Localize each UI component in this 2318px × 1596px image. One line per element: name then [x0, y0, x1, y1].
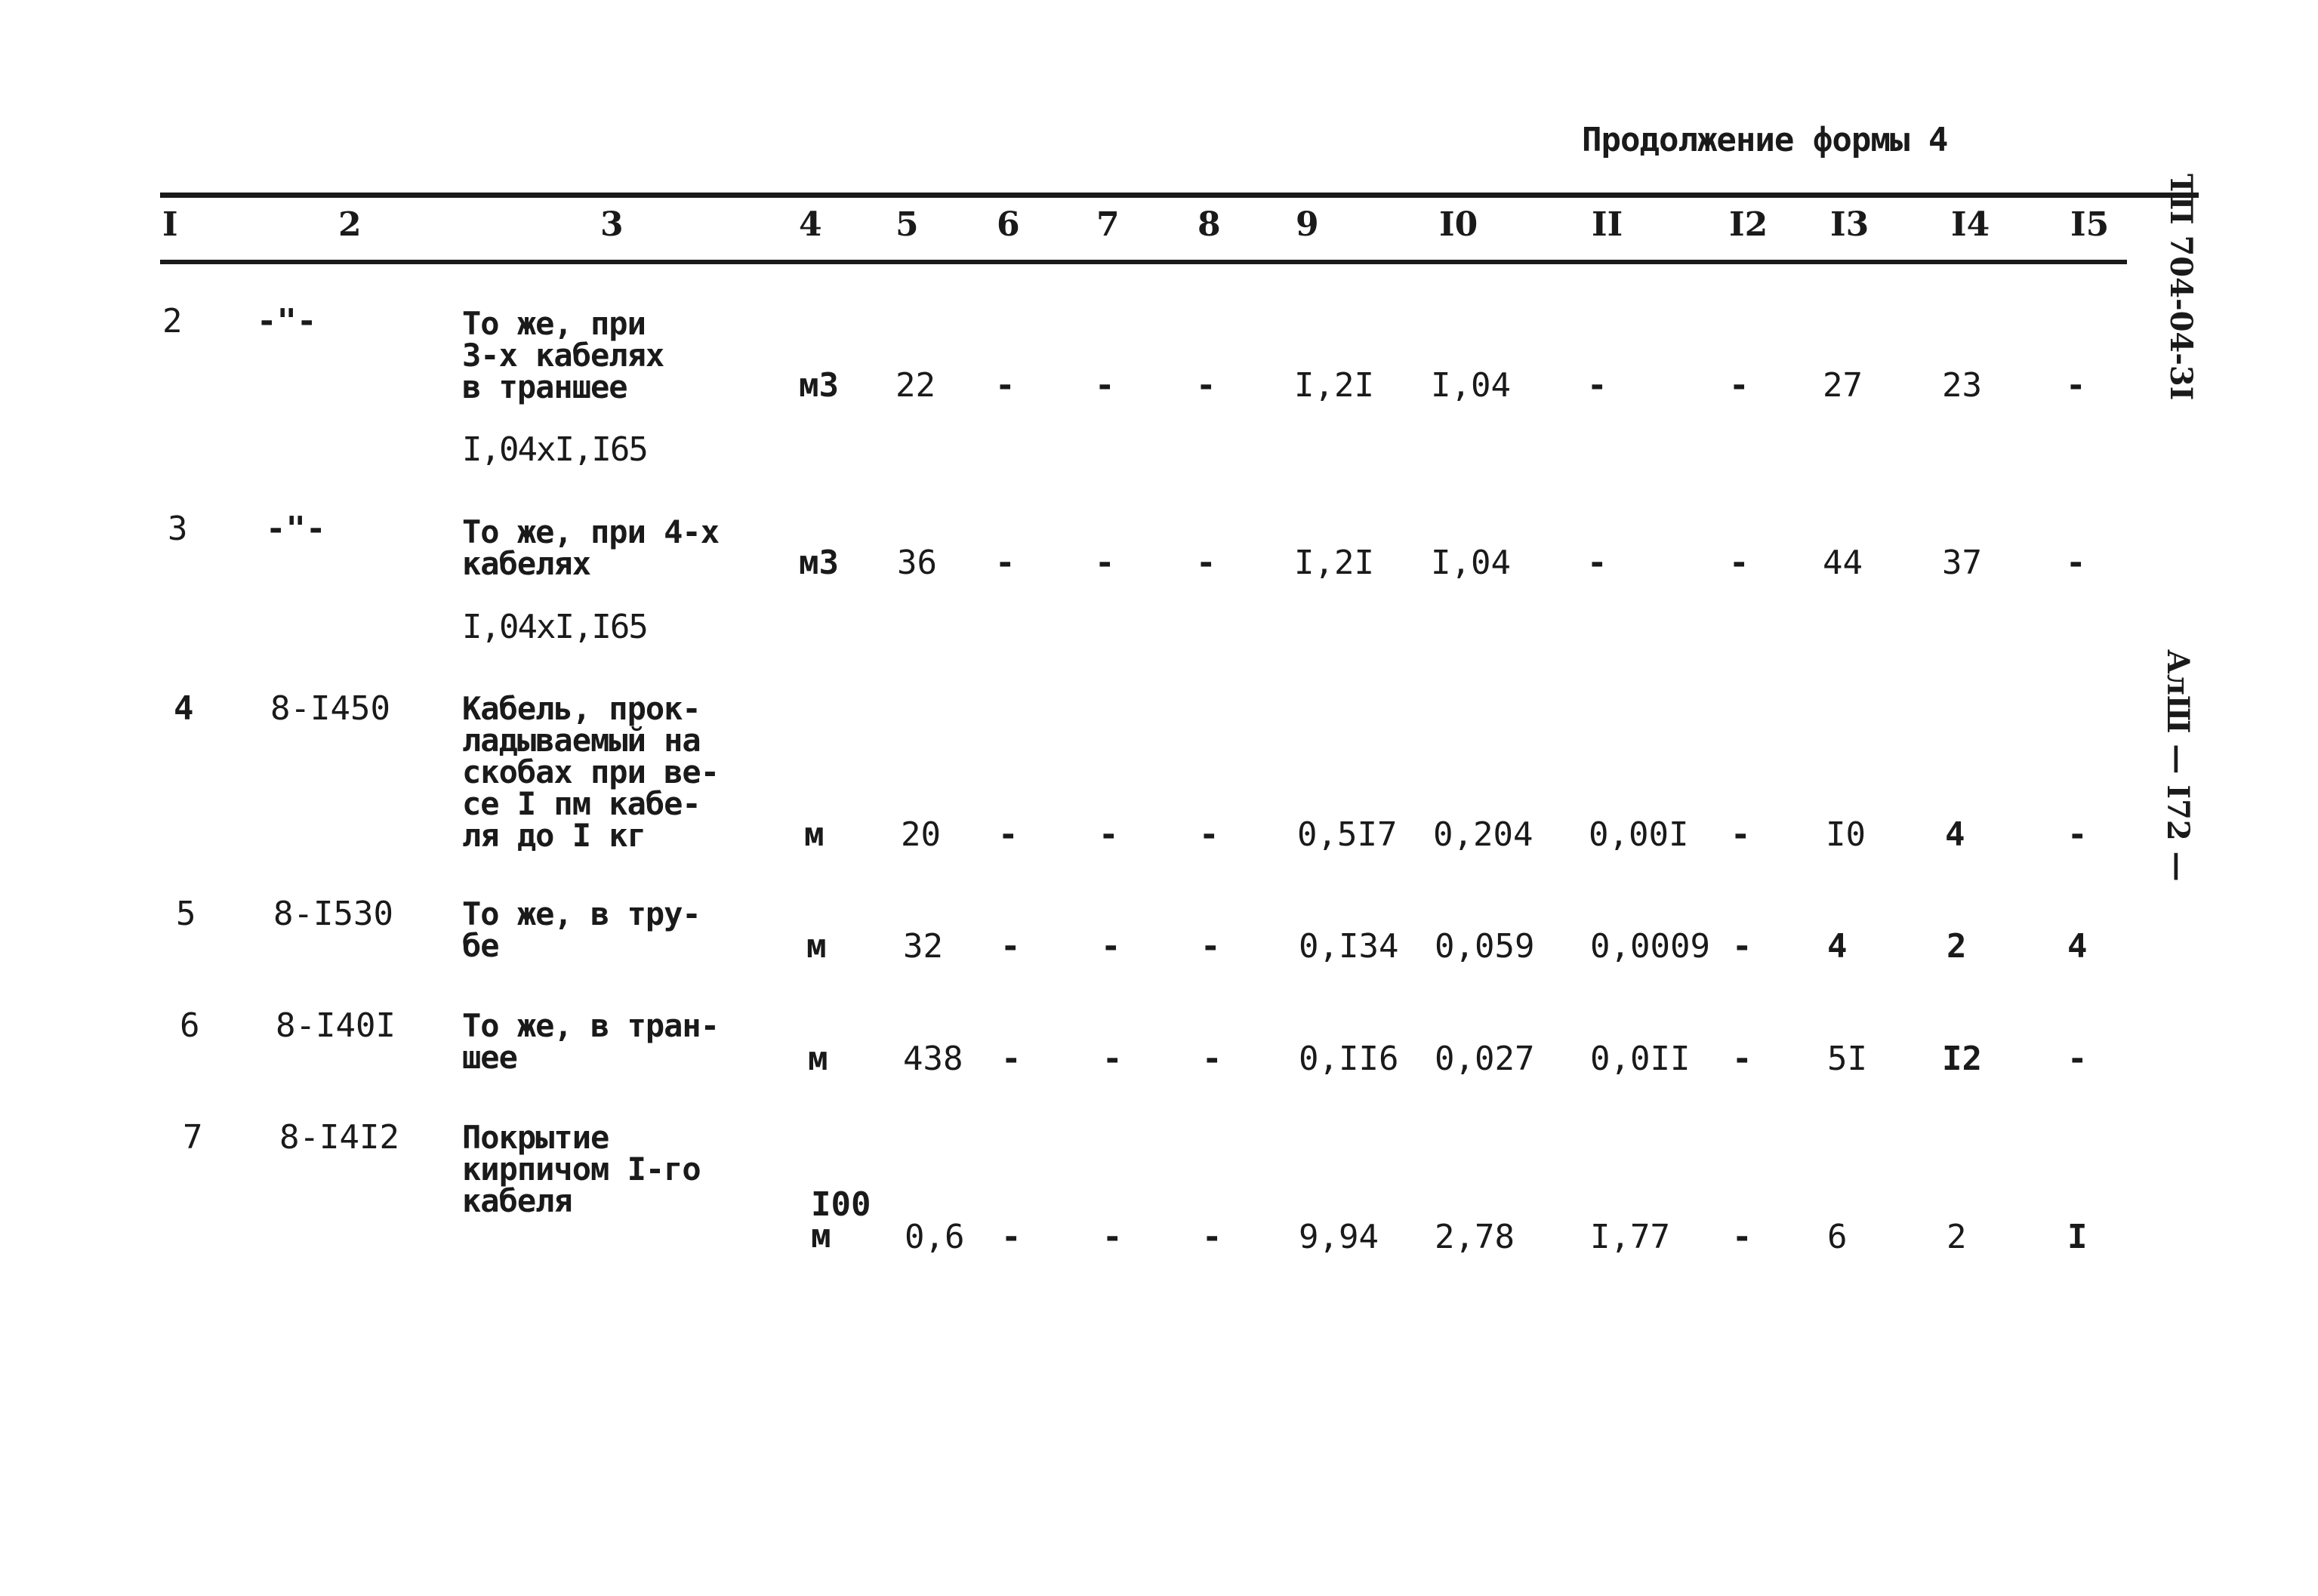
row-col12: -: [1729, 366, 1749, 405]
row-col8: -: [1202, 1040, 1222, 1078]
row-description: То же, в тран- шее: [462, 1007, 720, 1076]
row-col11: -: [1587, 544, 1607, 582]
row-unit: м: [804, 815, 825, 854]
row-code: 8-I40I: [276, 1006, 396, 1045]
row-number: 2: [162, 302, 183, 340]
row-unit: м: [808, 1040, 828, 1078]
row-col9: I,2I: [1294, 366, 1374, 405]
row-col14: I2: [1942, 1040, 1982, 1078]
table-top-rule: [160, 193, 2199, 198]
column-header-7: 7: [1096, 205, 1120, 244]
row-col15: -: [2066, 544, 2086, 582]
row-col13: 27: [1823, 366, 1863, 405]
row-col13: 4: [1827, 927, 1848, 966]
row-formula: I,04xI,I65: [462, 430, 647, 469]
column-header-3: 3: [600, 205, 624, 244]
row-unit: м3: [799, 366, 839, 405]
column-header-14: I4: [1951, 205, 1990, 244]
row-col14: 37: [1942, 544, 1982, 582]
row-col9: 0,5I7: [1297, 815, 1398, 854]
row-description: То же, при 4-х кабелях: [462, 513, 720, 582]
column-header-15: I5: [2070, 205, 2110, 244]
row-col14: 23: [1942, 366, 1982, 405]
row-code: -"-: [257, 302, 317, 340]
form-continuation-heading: Продолжение формы 4: [1582, 121, 1948, 159]
row-col6: -: [1000, 927, 1021, 966]
row-col8: -: [1202, 1218, 1222, 1256]
row-col10: 2,78: [1435, 1218, 1515, 1256]
row-col13: 44: [1823, 544, 1863, 582]
column-header-11: II: [1592, 205, 1623, 244]
column-header-2: 2: [338, 205, 362, 244]
column-header-4: 4: [799, 205, 822, 244]
row-col9: I,2I: [1294, 544, 1374, 582]
row-col10: I,04: [1431, 366, 1511, 405]
row-quantity: 438: [903, 1040, 963, 1078]
sheet-number-label: АлШ — I72 —: [2160, 649, 2196, 882]
row-description: То же, при 3-х кабелях в траншее: [462, 305, 664, 405]
row-number: 6: [180, 1006, 200, 1045]
row-col10: 0,027: [1435, 1040, 1535, 1078]
row-quantity: 20: [901, 815, 941, 854]
row-quantity: 36: [897, 544, 937, 582]
row-col11: 0,00I: [1589, 815, 1689, 854]
row-code: 8-I450: [270, 689, 390, 728]
row-number: 5: [176, 895, 196, 933]
row-col11: 0,0009: [1590, 927, 1710, 966]
row-description: Покрытие кирпичом I-го кабеля: [462, 1119, 701, 1219]
row-col7: -: [1101, 927, 1121, 966]
column-header-6: 6: [997, 205, 1020, 244]
row-formula: I,04xI,I65: [462, 608, 647, 646]
row-col7: -: [1095, 544, 1115, 582]
row-col8: -: [1196, 366, 1216, 405]
row-col12: -: [1729, 544, 1749, 582]
row-col14: 2: [1947, 1218, 1967, 1256]
row-col15: -: [2066, 366, 2086, 405]
row-col10: I,04: [1431, 544, 1511, 582]
row-col15: -: [2067, 815, 2088, 854]
column-header-10: I0: [1439, 205, 1478, 244]
row-code: 8-I530: [273, 895, 393, 933]
row-col6: -: [998, 815, 1019, 854]
row-col13: 6: [1827, 1218, 1848, 1256]
row-col14: 4: [1945, 815, 1965, 854]
row-unit: м: [806, 927, 827, 966]
row-col9: 9,94: [1299, 1218, 1379, 1256]
row-col10: 0,059: [1435, 927, 1535, 966]
row-col6: -: [1001, 1218, 1022, 1256]
row-col9: 0,I34: [1299, 927, 1399, 966]
row-col6: -: [995, 544, 1016, 582]
row-col7: -: [1095, 366, 1115, 405]
row-col13: 5I: [1827, 1040, 1867, 1078]
row-col11: 0,0II: [1590, 1040, 1691, 1078]
column-header-9: 9: [1296, 205, 1319, 244]
row-col12: -: [1731, 815, 1751, 854]
row-col6: -: [995, 366, 1016, 405]
row-col11: -: [1587, 366, 1607, 405]
row-col7: -: [1099, 815, 1119, 854]
row-col15: I: [2067, 1218, 2088, 1256]
row-number: 4: [174, 689, 194, 728]
row-code: 8-I4I2: [279, 1118, 399, 1157]
column-header-12: I2: [1729, 205, 1768, 244]
row-col15: 4: [2067, 927, 2088, 966]
row-col8: -: [1201, 927, 1221, 966]
row-col15: -: [2067, 1040, 2088, 1078]
row-col11: I,77: [1590, 1218, 1670, 1256]
row-col14: 2: [1947, 927, 1967, 966]
row-number: 3: [168, 510, 188, 548]
column-header-13: I3: [1830, 205, 1870, 244]
row-col8: -: [1199, 815, 1219, 854]
row-number: 7: [183, 1118, 203, 1157]
row-description: Кабель, прок- ладываемый на скобах при ве- се I пм кабе- ля до I кг: [462, 690, 720, 854]
row-col12: -: [1732, 927, 1752, 966]
row-col7: -: [1102, 1040, 1123, 1078]
row-col9: 0,II6: [1299, 1040, 1399, 1078]
row-col8: -: [1196, 544, 1216, 582]
row-quantity: 0,6: [905, 1218, 965, 1256]
row-col12: -: [1732, 1040, 1752, 1078]
column-header-5: 5: [895, 205, 919, 244]
row-quantity: 22: [895, 366, 936, 405]
row-code: -"-: [266, 510, 326, 548]
row-col10: 0,204: [1433, 815, 1534, 854]
row-col6: -: [1001, 1040, 1022, 1078]
row-col7: -: [1102, 1218, 1123, 1256]
row-col13: I0: [1826, 815, 1866, 854]
document-code-label: ТП 704-04-3I: [2163, 174, 2199, 401]
table-header-rule: [160, 260, 2127, 264]
column-header-8: 8: [1198, 205, 1221, 244]
row-col12: -: [1732, 1218, 1752, 1256]
row-description: То же, в тру- бе: [462, 895, 701, 964]
row-quantity: 32: [903, 927, 943, 966]
column-header-1: I: [162, 205, 178, 244]
row-unit: м3: [799, 544, 839, 582]
row-unit: I00 м: [811, 1185, 871, 1256]
